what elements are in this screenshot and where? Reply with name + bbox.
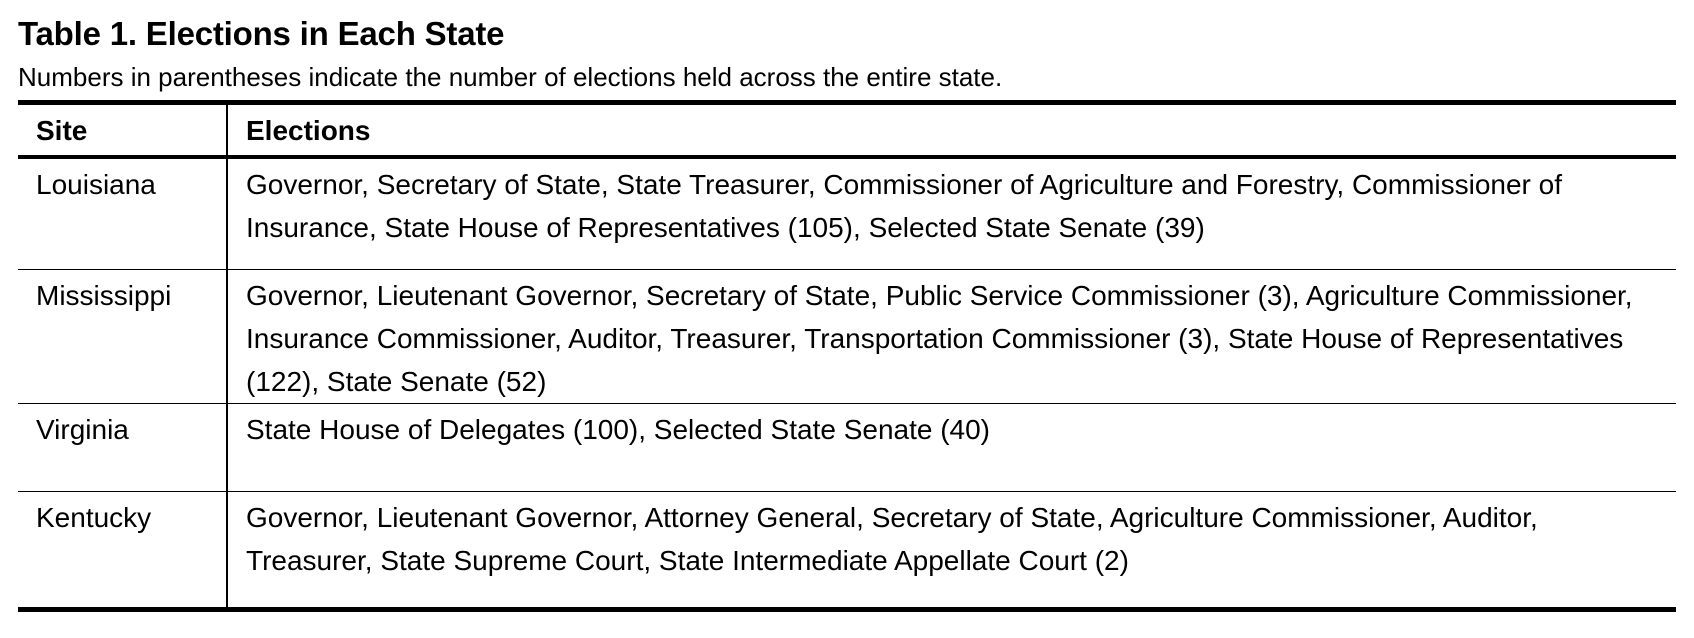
- site-cell: Louisiana: [18, 157, 227, 270]
- table-subtitle: Numbers in parentheses indicate the number of elections held across the entire state.: [18, 62, 1003, 92]
- document: [18, 12, 1676, 612]
- elections-cell: Governor, Secretary of State, State Treasurer, Commissioner of Agriculture and Forestry, Commissioner of Insurance, State House of Representatives (105), Selected State Senate (39): [227, 157, 1676, 270]
- table-row: [18, 270, 1676, 404]
- table-row: [18, 492, 1676, 610]
- site-cell: Mississippi: [18, 270, 227, 404]
- elections-cell: Governor, Lieutenant Governor, Secretary of State, Public Service Commissioner (3), Agriculture Commissioner, Insurance Commissioner, Auditor, Treasurer, Transportation Commissioner (3), State House of Representatives (122), State Senate (52): [227, 270, 1676, 404]
- table-row: [18, 404, 1676, 492]
- table-title: Table 1. Elections in Each State: [18, 15, 505, 52]
- site-cell: Virginia: [18, 404, 227, 492]
- elections-cell: Governor, Lieutenant Governor, Attorney General, Secretary of State, Agriculture Commissioner, Auditor, Treasurer, State Supreme Court, State Intermediate Appellate Court (2): [246, 502, 1538, 576]
- header-row: [18, 103, 1676, 158]
- elections-cell: State House of Delegates (100), Selected State Senate (40): [227, 404, 1676, 492]
- column-header-elections: Elections: [227, 103, 1676, 158]
- site-cell: Kentucky: [18, 492, 227, 610]
- column-header-site: Site: [18, 103, 227, 158]
- table-row: [18, 157, 1676, 270]
- elections-table: [18, 100, 1676, 612]
